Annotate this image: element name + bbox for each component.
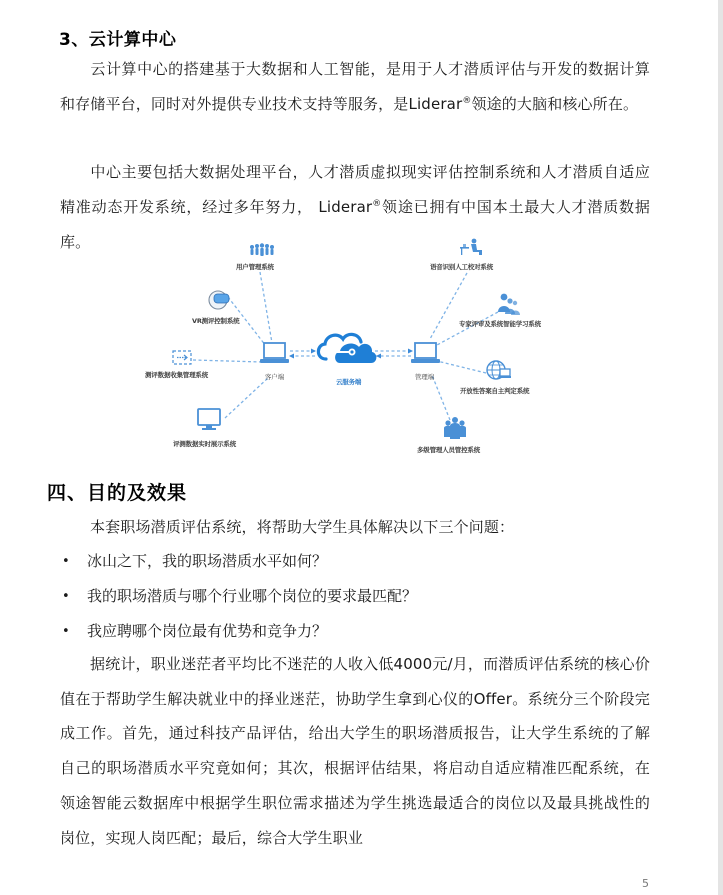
node-label-user-management: 用户管理系统 <box>236 263 274 271</box>
list-item-text: 我应聘哪个岗位最有优势和竞争力？ <box>87 622 328 640</box>
admin-laptop-icon <box>411 343 440 363</box>
vr-headset-icon <box>209 291 229 309</box>
arrow-head <box>289 354 294 359</box>
paragraph-goals-detail <box>60 647 650 855</box>
connector-voice-admin <box>430 273 467 339</box>
node-label-cloud-server: 云服务端 <box>336 378 362 386</box>
paragraph-goals-intro <box>60 510 650 545</box>
connector-display-client <box>225 378 268 418</box>
connector-answer-admin <box>437 361 486 373</box>
arrow-head <box>376 354 381 359</box>
cloud-icon <box>318 334 376 363</box>
paragraph-text: 据统计，职业迷茫者平均比不迷茫的人收入低4000元/月，而潜质评估系统的核心价值在于帮助学生解决就业中的择业迷茫，协助学生拿到心仪的Offer。系统分三个阶段完成工作。首先，通过科技产品评估，给出大学生的职场潜质报告，让大学生系统的了解自己的职场潜质水平究竟如何；其次，根据评估结果，将启动自适应精准匹配系统，在领途智能云数据库中根据学生职位需求描述为学生挑选最适合的岗位以及最具挑战性的岗位，实现人岗匹配；最后，综合大学生职业 <box>60 655 650 847</box>
person-desk-icon <box>460 239 482 255</box>
connector-team-admin <box>432 375 450 420</box>
node-label-realtime-display: 评测数据实时展示系统 <box>173 440 237 448</box>
connector-experts-admin <box>437 312 498 345</box>
list-item <box>60 614 417 649</box>
node-label-expert-review: 专家评审及系统智能学习系统 <box>459 320 541 328</box>
arrow-head <box>311 349 316 354</box>
paragraph-text: 领途已拥有中国本土最大人才潜质数据库。 <box>60 197 650 251</box>
bullet-icon: • <box>62 589 70 604</box>
architecture-diagram <box>130 235 570 465</box>
bullet-icon: • <box>62 624 70 639</box>
list-item-text: 我的职场潜质与哪个行业哪个岗位的要求最匹配？ <box>87 587 418 605</box>
paragraph-text: 中心主要包括大数据处理平台，人才潜质虚拟现实评估控制系统和人才潜质自适应精准动态开发系统，经过多年努力， Liderar <box>60 163 650 216</box>
paragraph-cloud-intro <box>60 52 650 122</box>
node-label-data-collection: 测评数据收集管理系统 <box>145 371 209 379</box>
list-item-text: 冰山之下，我的职场潜质水平如何？ <box>87 552 328 570</box>
diagram-connectors <box>130 235 570 465</box>
monitor-icon <box>198 409 220 430</box>
list-item <box>60 544 417 579</box>
paragraph-text: 云计算中心的搭建基于大数据和人工智能，是用于人才潜质评估与开发的数据计算和存储平台，同时对外提供专业技术支持等服务，是Liderar <box>60 60 650 113</box>
questions-list <box>60 544 417 649</box>
connector-users-client <box>260 272 272 343</box>
registered-mark: ® <box>462 95 472 106</box>
section-heading-cloud-center: 3、云计算中心 <box>59 30 177 50</box>
data-collect-icon <box>173 351 191 364</box>
connector-collect-client <box>193 360 262 362</box>
node-label-client: 客户端 <box>265 373 284 381</box>
client-laptop-icon <box>260 343 289 363</box>
list-item <box>60 579 417 614</box>
node-label-admin: 管理端 <box>415 373 434 381</box>
paragraph-text: 本套职场潜质评估系统，将帮助大学生具体解决以下三个问题： <box>90 518 515 536</box>
paragraph-text: 领途的大脑和核心所在。 <box>471 94 639 113</box>
arrow-head <box>408 349 413 354</box>
globe-computer-icon <box>487 361 511 379</box>
page-number: 5 <box>642 877 649 890</box>
section-heading-goals: 四、目的及效果 <box>47 482 188 504</box>
node-label-vr-control: VR测评控制系统 <box>192 317 240 325</box>
registered-mark: ® <box>372 198 382 209</box>
users-group-icon <box>250 243 274 256</box>
experts-icon <box>498 294 520 315</box>
node-label-voice-review: 语音识别人工校对系统 <box>430 263 494 271</box>
team-icon <box>444 417 466 439</box>
node-label-multilevel-admin: 多级管理人员管控系统 <box>417 446 481 454</box>
node-label-open-answer: 开放性答案自主判定系统 <box>460 387 530 395</box>
scrollbar-track[interactable] <box>718 0 723 895</box>
bullet-icon: • <box>62 554 70 569</box>
